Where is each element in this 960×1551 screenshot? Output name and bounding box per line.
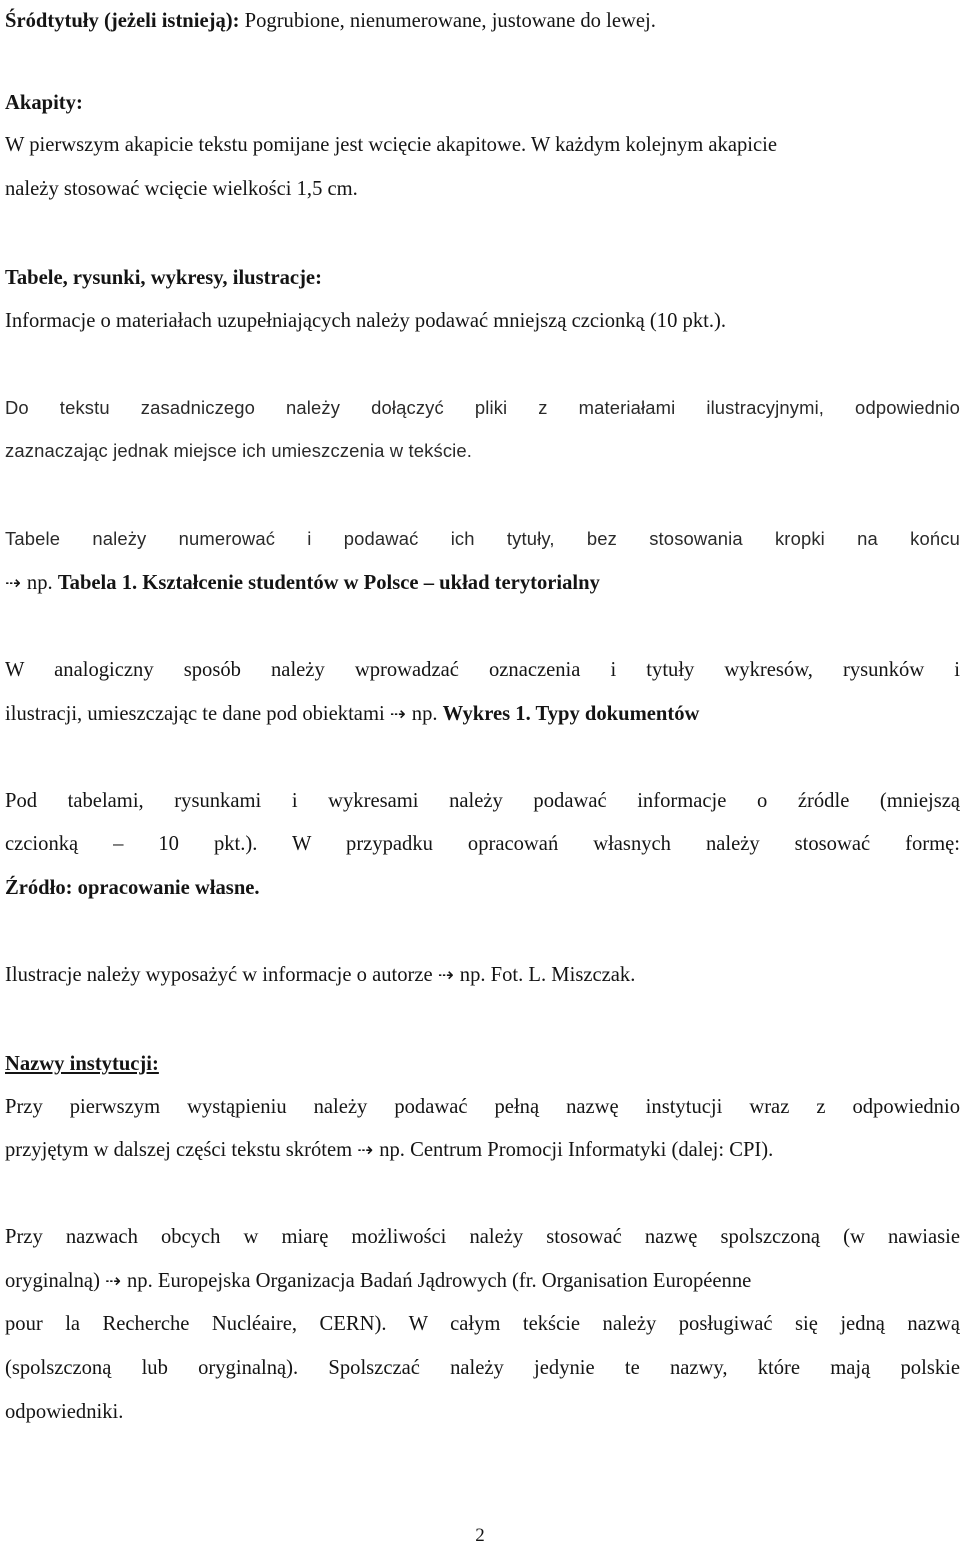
arrow-right-icon: ⇢ — [437, 964, 454, 986]
foreign-names-line-3: pour la Recherche Nucléaire, CERN). W całym tekście należy posługiwać się jedną nazwą — [5, 1313, 960, 1335]
foreign-names-line-2-text: oryginalną) — [5, 1270, 106, 1292]
charts-example-title: Wykres 1. Typy dokumentów — [442, 703, 700, 725]
arrow-right-icon: ⇢ — [389, 703, 406, 725]
source-line-1: Pod tabelami, rysunkami i wykresami należy podawać informacje o źródle (mniejszą — [5, 790, 960, 812]
author-line — [5, 960, 960, 990]
author-text: Ilustracje należy wyposażyć w informacje o autorze — [5, 964, 438, 986]
source-line-2: czcionką – 10 pkt.). W przypadku opracowań własnych należy stosować formę: — [5, 833, 960, 855]
tables-example-np: np. — [26, 572, 58, 594]
foreign-names-line-5: odpowiedniki. — [5, 1401, 124, 1423]
attachments-line-1: Do tekstu zasadniczego należy dołączyć pliki z materiałami ilustracyjnymi, odpowiednio — [5, 397, 960, 418]
charts-line-1: W analogiczny sposób należy wprowadzać oznaczenia i tytuły wykresów, rysunków i — [5, 659, 960, 681]
foreign-names-line-4: (spolszczoną lub oryginalną). Spolszczać należy jedynie te nazwy, które mają polskie — [5, 1357, 960, 1379]
charts-line-2-text: ilustracji, umieszczając te dane pod obiektami — [5, 703, 390, 725]
subheadings-label: Śródtytuły (jeżeli istnieją): — [5, 10, 240, 32]
arrow-right-icon: ⇢ — [105, 1270, 121, 1292]
subheadings-rule — [5, 6, 960, 36]
foreign-names-example: np. Europejska Organizacja Badań Jądrowych (fr. Organisation Européenne — [127, 1270, 752, 1292]
source-line-3: Źródło: opracowanie własne. — [5, 877, 260, 899]
paragraphs-heading: Akapity: — [5, 92, 83, 114]
tables-numbering-line-1: Tabele należy numerować i podawać ich tytuły, bez stosowania kropki na końcu — [5, 528, 960, 549]
foreign-names-line-1: Przy nazwach obcych w miarę możliwości należy stosować nazwę spolszczoną (w nawiasie — [5, 1226, 960, 1248]
institutions-line-1: Przy pierwszym wystąpieniu należy podawać pełną nazwę instytucji wraz z odpowiednio — [5, 1096, 960, 1118]
paragraphs-line-1: W pierwszym akapicie tekstu pomijane jest wcięcie akapitowe. W każdym kolejnym akapicie — [5, 134, 778, 156]
page-number: 2 — [475, 1525, 485, 1546]
attachments-line-2: zaznaczając jednak miejsce ich umieszczenia w tekście. — [5, 440, 473, 461]
charts-example-np: np. — [411, 703, 443, 725]
arrow-right-icon: ⇢ — [357, 1139, 374, 1161]
arrow-right-icon: ⇢ — [5, 572, 21, 594]
tables-numbering-line-2 — [5, 568, 960, 598]
institutions-heading: Nazwy instytucji: — [5, 1053, 159, 1075]
foreign-names-line-2 — [5, 1266, 960, 1296]
charts-line-2 — [5, 699, 960, 729]
subheadings-text: Pogrubione, nienumerowane, justowane do lewej. — [239, 10, 656, 32]
tables-figures-heading: Tabele, rysunki, wykresy, ilustracje: — [5, 267, 322, 289]
tables-figures-line-1: Informacje o materiałach uzupełniających należy podawać mniejszą czcionką (10 pkt.). — [5, 310, 727, 332]
institutions-example: np. Centrum Promocji Informatyki (dalej: CPI). — [379, 1139, 774, 1161]
paragraphs-line-2: należy stosować wcięcie wielkości 1,5 cm. — [5, 178, 358, 200]
institutions-line-2 — [5, 1135, 960, 1165]
author-example: np. Fot. L. Miszczak. — [459, 964, 636, 986]
tables-example-title: Tabela 1. Kształcenie studentów w Polsce – układ terytorialny — [57, 572, 600, 594]
institutions-line-2-text: przyjętym w dalszej części tekstu skrótem — [5, 1139, 358, 1161]
